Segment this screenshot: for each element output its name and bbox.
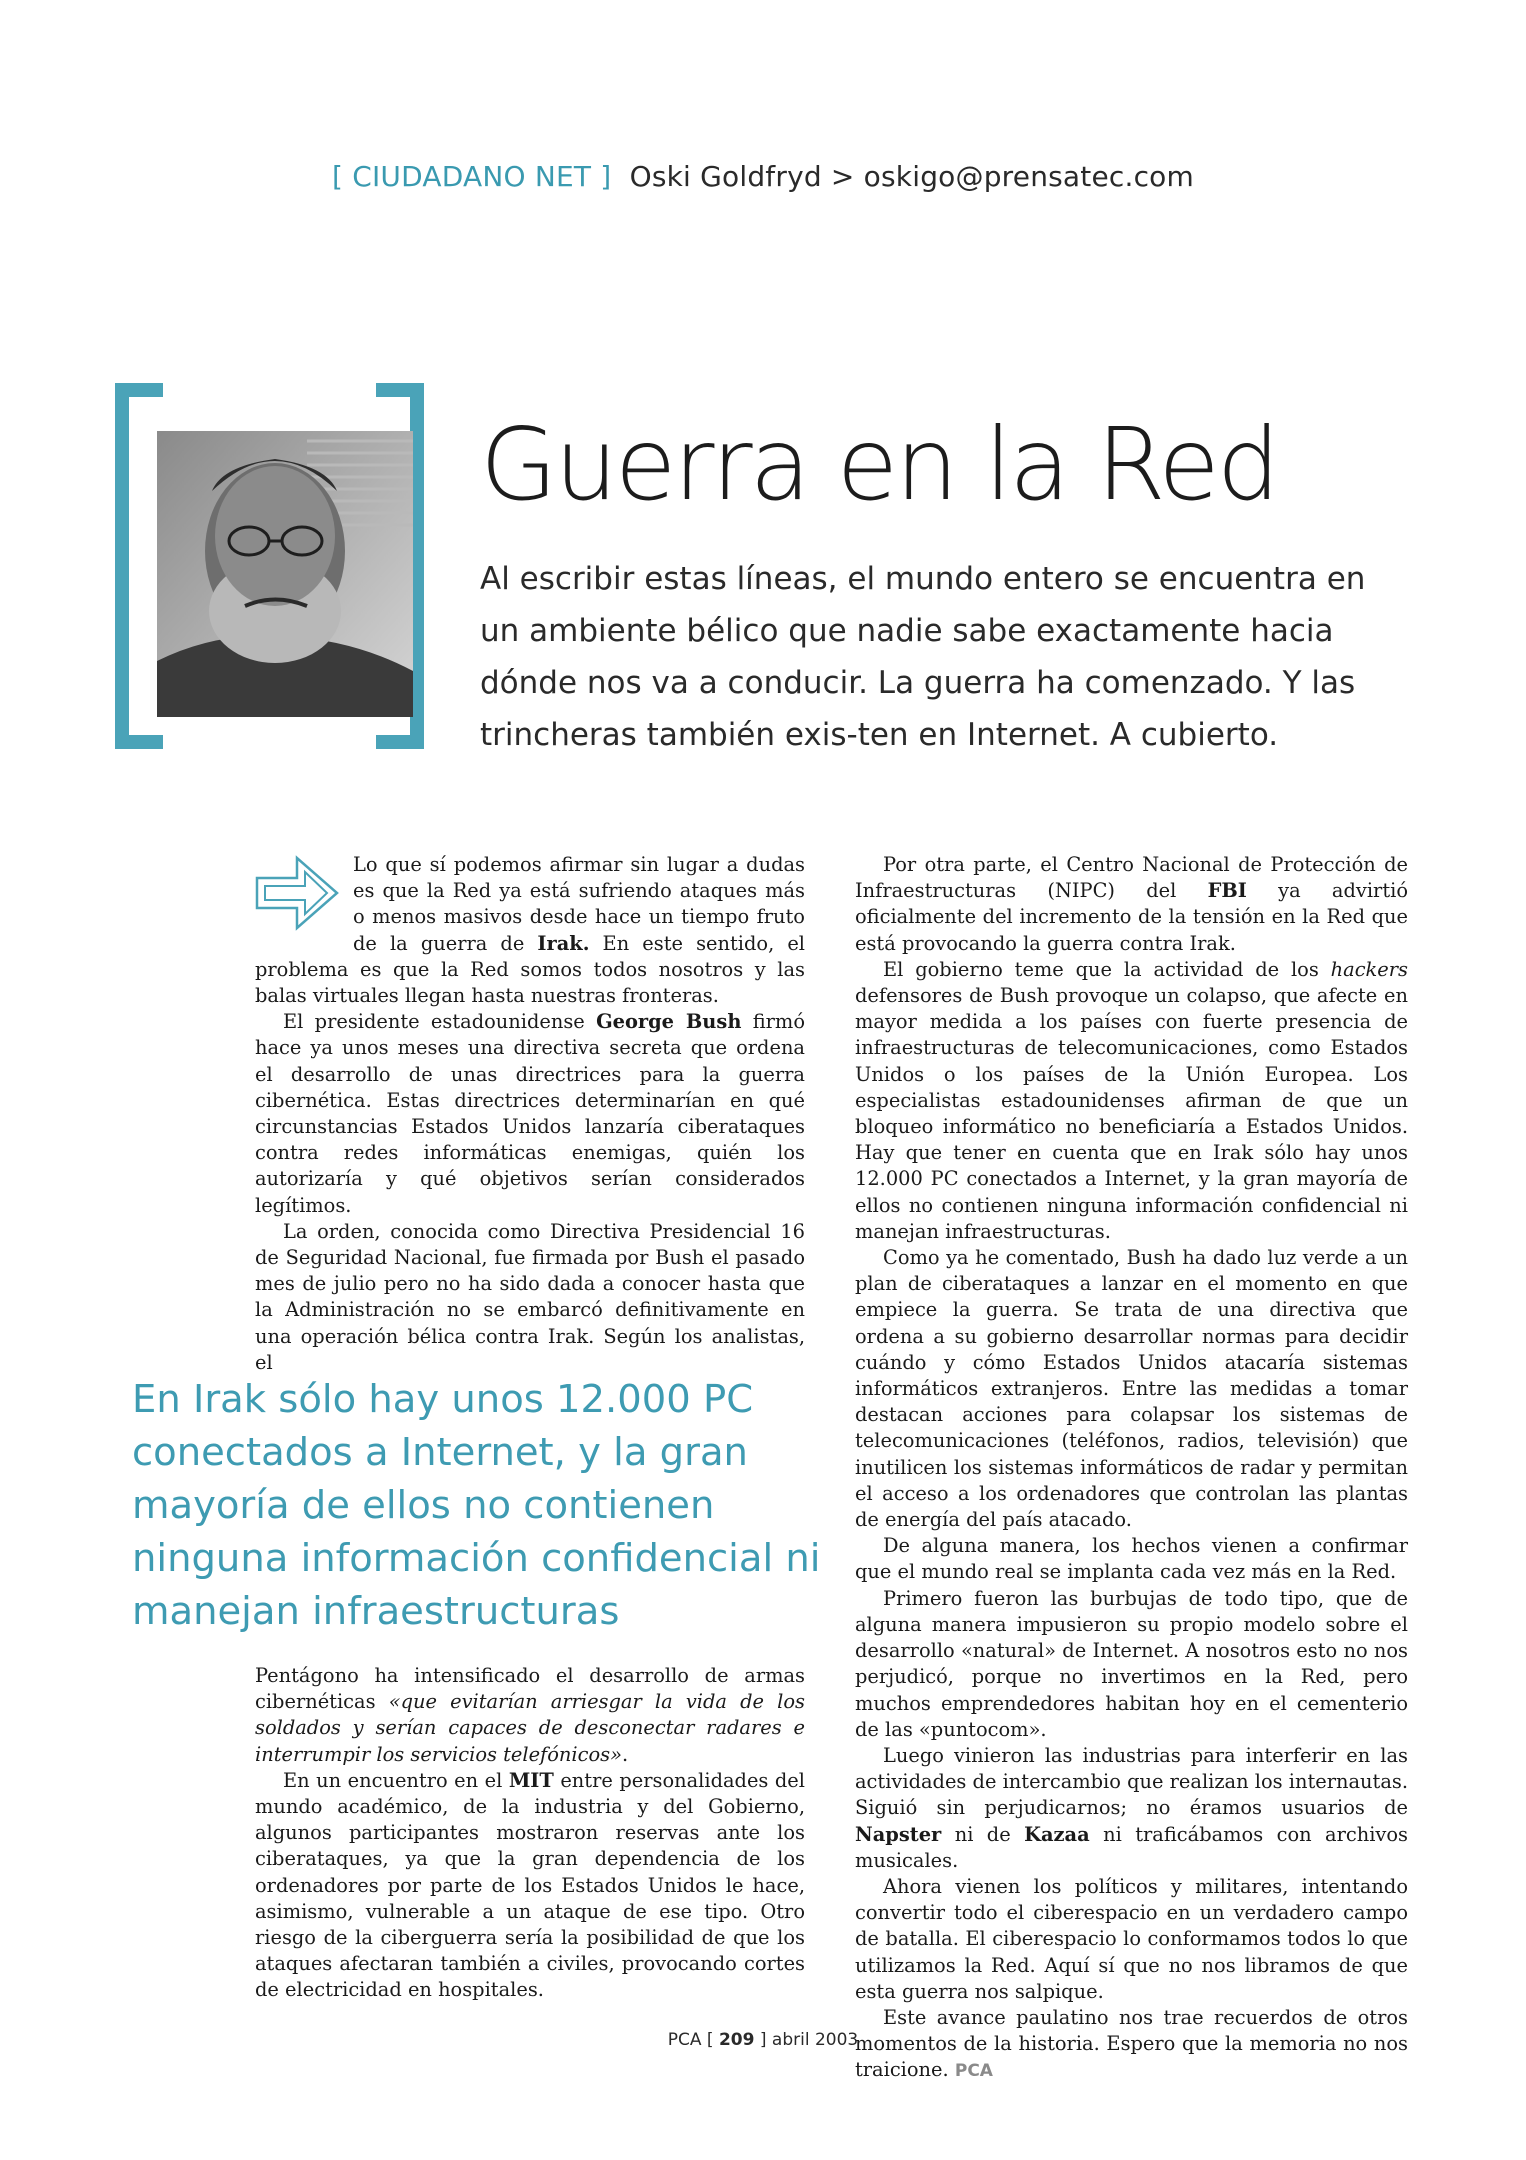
text-run: Lo que sí podemos afirmar sin lugar a dudas es que la Red ya está sufriendo ataques más o menos masivos desde hace un tiempo fruto de la guerra de	[353, 853, 805, 955]
paragraph	[855, 957, 1408, 1245]
text-run: .	[621, 1742, 629, 1766]
page-footer	[0, 2030, 1526, 2050]
right-column	[855, 852, 1408, 2085]
text-run: defensores de Bush provoque un colapso, que afecte en mayor medida a los países con fuerte presencia de infraestructuras de telecomunicaciones, como Estados Unidos o los países de la Unión Europea. Los especialistas estadounidenses afirman de que un bloqueo informático no beneficiaría a Estados Unidos. Hay que tener en cuenta que en Irak sólo hay unos 12.000 PC conectados a Internet, y la gran mayoría de ellos no contienen ninguna información confidencial ni manejan infraestructuras.	[855, 984, 1408, 1243]
text-run: Por otra parte, el Centro Nacional de Protección de Infraestructuras (NIPC) del	[855, 853, 1408, 903]
section-name: [ CIUDADANO NET ]	[331, 160, 612, 193]
paragraph	[855, 1743, 1408, 1874]
paragraph	[855, 1245, 1408, 1533]
text-run: En un encuentro en el	[283, 1768, 509, 1792]
text-run: La orden, conocida como Directiva Presidencial 16 de Seguridad Nacional, fue firmada por Bush el pasado mes de julio pero no ha sido dada a conocer hasta que la Administración no se embarcó definitivamente en una operación bélica contra Irak. Según los analistas, el	[255, 1219, 805, 1374]
article-title: Guerra en la Red	[480, 406, 1278, 523]
outline-right-arrow-icon	[253, 854, 343, 932]
text-run: El presidente estadounidense	[283, 1010, 597, 1034]
bold-text: Napster	[855, 1822, 942, 1846]
bold-text: MIT	[508, 1768, 554, 1792]
article-signature: PCA	[954, 2061, 993, 2082]
italic-text: hackers	[1330, 957, 1408, 981]
page-number: 209	[718, 2030, 755, 2050]
text-run: Este avance paulatino nos trae recuerdos de otros momentos de la historia. Espero que la memoria no nos traicione.	[855, 2005, 1408, 2082]
paragraph	[255, 1663, 805, 1768]
paragraph	[255, 1768, 805, 2004]
text-run: Como ya he comentado, Bush ha dado luz verde a un plan de ciberataques a lanzar en el momento en que empiece la guerra. Se trata de una directiva que ordena a su gobierno desarrollar normas para decidir cuándo y cómo Estados Unidos atacaría sistemas informáticos extranjeros. Entre las medidas a tomar destacan acciones para colapsar los sistemas de telecomunicaciones (teléfonos, radios, televisión) que inutilicen los sistemas informáticos de radar y permitan el acceso a los ordenadores que controlan las plantas de energía del país atacado.	[855, 1246, 1408, 1532]
author-byline: Oski Goldfryd > oskigo@prensatec.com	[629, 160, 1194, 193]
issue-date: abril 2003	[771, 2030, 859, 2050]
bracket-open: [	[706, 2030, 714, 2050]
italic-quote: «que evitarían arriesgar la vida de los soldados y serían capaces de desconectar radares e interrumpir los servicios telefónicos»	[255, 1690, 805, 1766]
text-run: En este sentido, el problema es que la Red somos todos nosotros y las balas virtuales llegan hasta nuestras fronteras.	[255, 931, 806, 1008]
paragraph	[855, 1874, 1408, 2005]
paragraph	[855, 1533, 1408, 1585]
bold-text: FBI	[1207, 879, 1247, 903]
paragraph	[255, 1219, 805, 1376]
text-run: Ahora vienen los políticos y militares, intentando convertir todo el ciberespacio en un verdadero campo de batalla. El ciberespacio lo conformamos todos lo que utilizamos la Red. Aquí sí que no nos libramos de que esta guerra nos salpique.	[855, 1874, 1408, 2003]
text-run: El gobierno teme que la actividad de los	[883, 957, 1331, 981]
left-column-bottom	[255, 1663, 805, 2004]
text-run: firmó hace ya unos meses una directiva secreta que ordena el desarrollo de unas directrices para la guerra cibernética. Estas directrices determinarían en qué circunstancias Estados Unidos lanzaría ciberataques contra redes informáticas enemigas, quién los autorizaría y qué objetivos serían considerados legítimos.	[255, 1010, 805, 1217]
bold-text: Kazaa	[1024, 1822, 1090, 1846]
left-bracket-decoration	[115, 383, 163, 749]
paragraph	[855, 1586, 1408, 1743]
text-run: ya advirtió oficialmente del incremento de la tensión en la Red que está provocando la guerra contra Irak.	[855, 879, 1408, 955]
author-portrait	[157, 431, 413, 717]
text-run: Primero fueron las burbujas de todo tipo, que de alguna manera impusieron su propio modelo sobre el desarrollo «natural» de Internet. A nosotros esto no nos perjudicó, porque no invertimos en la Red, pero muchos emprendedores habitan hoy en el cementerio de las «puntocom».	[855, 1586, 1408, 1741]
left-column-top	[255, 852, 805, 1376]
bold-text: Irak.	[537, 931, 590, 955]
text-run: entre personalidades del mundo académico, de la industria y del Gobierno, algunos participantes mostraron reservas ante los ciberataques, ya que la gran dependencia de los ordenadores por parte de los Estados Unidos le hace, asimismo, vulnerable a un ataque de ese tipo. Otro riesgo de la ciberguerra sería la posibilidad de que los ataques afectaran también a civiles, provocando cortes de electricidad en hospitales.	[255, 1768, 805, 2002]
bold-text: George Bush	[596, 1010, 742, 1034]
paragraph	[855, 852, 1408, 957]
text-run: Pentágono ha intensificado el desarrollo de armas cibernéticas	[255, 1664, 805, 1714]
column-header	[0, 160, 1526, 193]
paragraph	[255, 852, 805, 1009]
text-run: ni traficábamos con archivos musicales.	[855, 1822, 1408, 1872]
bracket-close: ]	[759, 2030, 767, 2050]
text-run: De alguna manera, los hechos vienen a confirmar que el mundo real se implanta cada vez más en la Red.	[855, 1534, 1408, 1584]
article-lede: Al escribir estas líneas, el mundo entero se encuentra en un ambiente bélico que nadie sabe exactamente hacia dónde nos va a conducir. La guerra ha comenzado. Y las trincheras también exis-ten en Internet. A cubierto.	[480, 561, 1366, 753]
pull-quote: En Irak sólo hay unos 12.000 PC conectados a Internet, y la gran mayoría de ellos no contienen ninguna información confidencial ni manejan infraestructuras	[132, 1377, 821, 1634]
paragraph	[255, 1009, 805, 1219]
text-run: ni de	[941, 1822, 1025, 1846]
magazine-name: PCA	[667, 2030, 702, 2050]
text-run: Luego vinieron las industrias para interferir en las actividades de intercambio que realizan los internautas. Siguió sin perjudicarnos; no éramos usuarios de	[855, 1743, 1408, 1820]
